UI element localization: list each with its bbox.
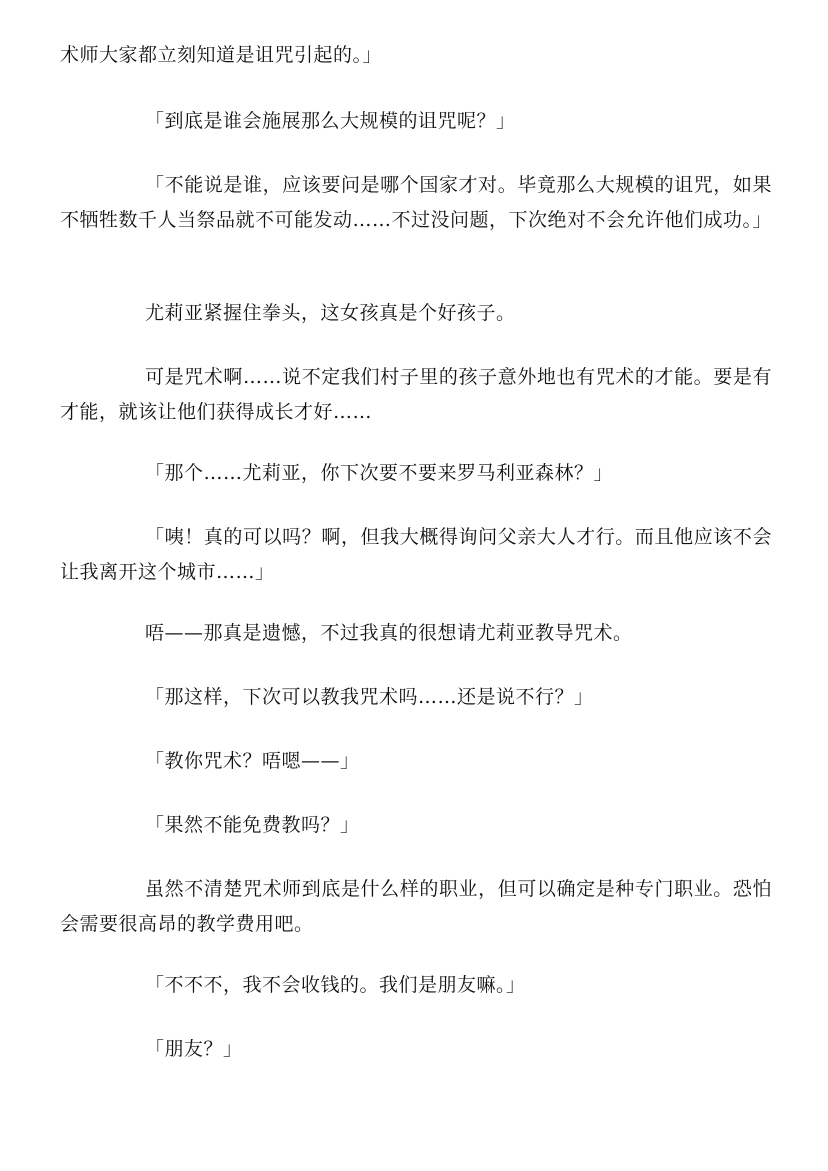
- paragraph-10: 「教你咒术？唔嗯——」: [145, 750, 360, 772]
- paragraph-9: 「那这样，下次可以教我咒术吗……还是说不行？」: [145, 686, 594, 708]
- paragraph-13: 「不不不，我不会收钱的。我们是朋友嘛。」: [145, 974, 526, 996]
- paragraph-14: 「朋友？」: [145, 1038, 243, 1060]
- paragraph-7: 「咦！真的可以吗？啊，但我大概得询问父亲大人才行。而且他应该不会让我离开这个城市……」: [60, 526, 772, 583]
- paragraph-8: 唔——那真是遗憾，不过我真的很想请尤莉亚教导咒术。: [145, 622, 633, 644]
- paragraph-12: 虽然不清楚咒术师到底是什么样的职业，但可以确定是种专门职业。恐怕会需要很高昂的教学费用吧。: [60, 878, 772, 935]
- paragraph-11: 「果然不能免费教吗？」: [145, 814, 360, 836]
- paragraph-1: 术师大家都立刻知道是诅咒引起的。」: [60, 44, 383, 66]
- paragraph-2: 「到底是谁会施展那么大规模的诅咒呢？」: [145, 110, 516, 132]
- paragraph-5: 可是咒术啊……说不定我们村子里的孩子意外地也有咒术的才能。要是有才能，就该让他们获得成长才好……: [60, 366, 772, 423]
- paragraph-4: 尤莉亚紧握住拳头，这女孩真是个好孩子。: [145, 302, 516, 324]
- paragraph-3: 「不能说是谁，应该要问是哪个国家才对。毕竟那么大规模的诅咒，如果不牺牲数千人当祭品就不可能发动……不过没问题，下次绝对不会允许他们成功。」: [60, 174, 773, 231]
- paragraph-6: 「那个……尤莉亚，你下次要不要来罗马利亚森林？」: [145, 462, 614, 484]
